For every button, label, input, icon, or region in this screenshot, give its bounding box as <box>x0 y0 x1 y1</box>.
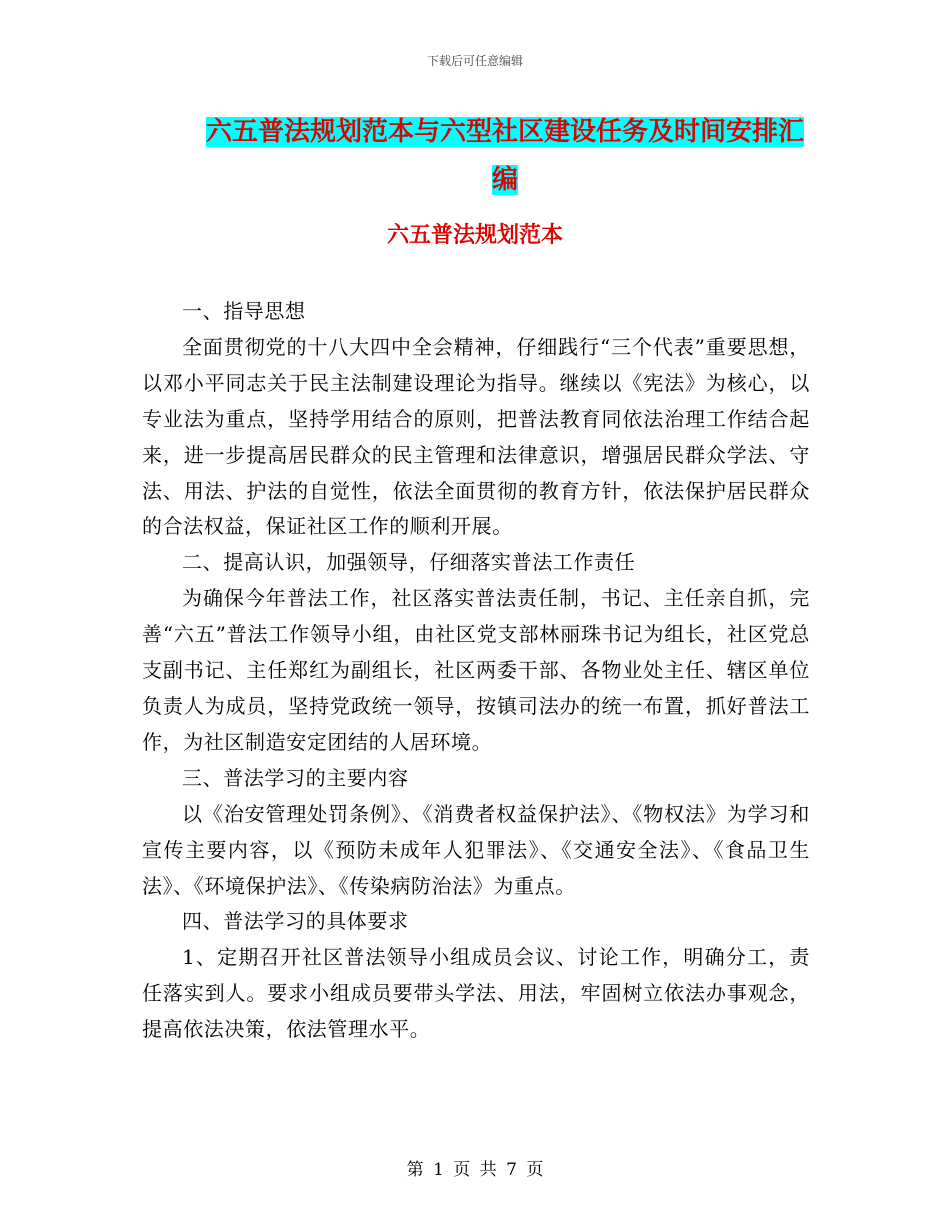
section-title: 六五普法规划范本 <box>386 222 563 248</box>
page-footer: 第 1 页 共 7 页 <box>406 1160 544 1180</box>
heading-main-content: 三、普法学习的主要内容 <box>182 765 409 790</box>
paragraph-main-content: 以《治安管理处罚条例》、《消费者权益保护法》、《物权法》为学习和宣传主要内容，以《预防未成年人犯罪法》、《交通安全法》、《食品卫生法》、《环境保护法》、《传染病防治法》为重点。 <box>142 801 810 898</box>
document-body <box>142 294 810 1048</box>
header-note: 下载后可任意编辑 <box>426 54 523 68</box>
heading-leadership: 二、提高认识，加强领导，仔细落实普法工作责任 <box>182 550 636 575</box>
document-title <box>195 108 815 204</box>
heading-guiding-thought: 一、指导思想 <box>182 299 306 323</box>
heading-requirements: 四、普法学习的具体要求 <box>182 909 409 934</box>
paragraph-leadership: 为确保今年普法工作，社区落实普法责任制，书记、主任亲自抓，完善“六五”普法工作领导小组，由社区党支部林丽珠书记为组长，社区党总支副书记、主任郑红为副组长，社区两委干部、各物业处主任、辖区单位负责人为成员，坚持党政统一领导，按镇司法办的统一布置，抓好普法工作，为社区制造安定团结的人居环境。 <box>142 586 810 754</box>
document-title-text: 六五普法规划范本与六型社区建设任务及时间安排汇编 <box>205 117 804 195</box>
paragraph-requirement-1: 1、定期召开社区普法领导小组成员会议、讨论工作，明确分工，责任落实到人。要求小组成员要带头学法、用法，牢固树立依法办事观念，提高依法决策，依法管理水平。 <box>142 945 810 1042</box>
paragraph-guiding-thought: 全面贯彻党的十八大四中全会精神，仔细践行“三个代表”重要思想，以邓小平同志关于民主法制建设理论为指导。继续以《宪法》为核心，以专业法为重点，坚持学用结合的原则，把普法教育同依法治理工作结合起来，进一步提高居民群众的民主管理和法律意识，增强居民群众学法、守法、用法、护法的自觉性，依法全面贯彻的教育方针，依法保护居民群众的合法权益，保证社区工作的顺利开展。 <box>142 334 810 539</box>
